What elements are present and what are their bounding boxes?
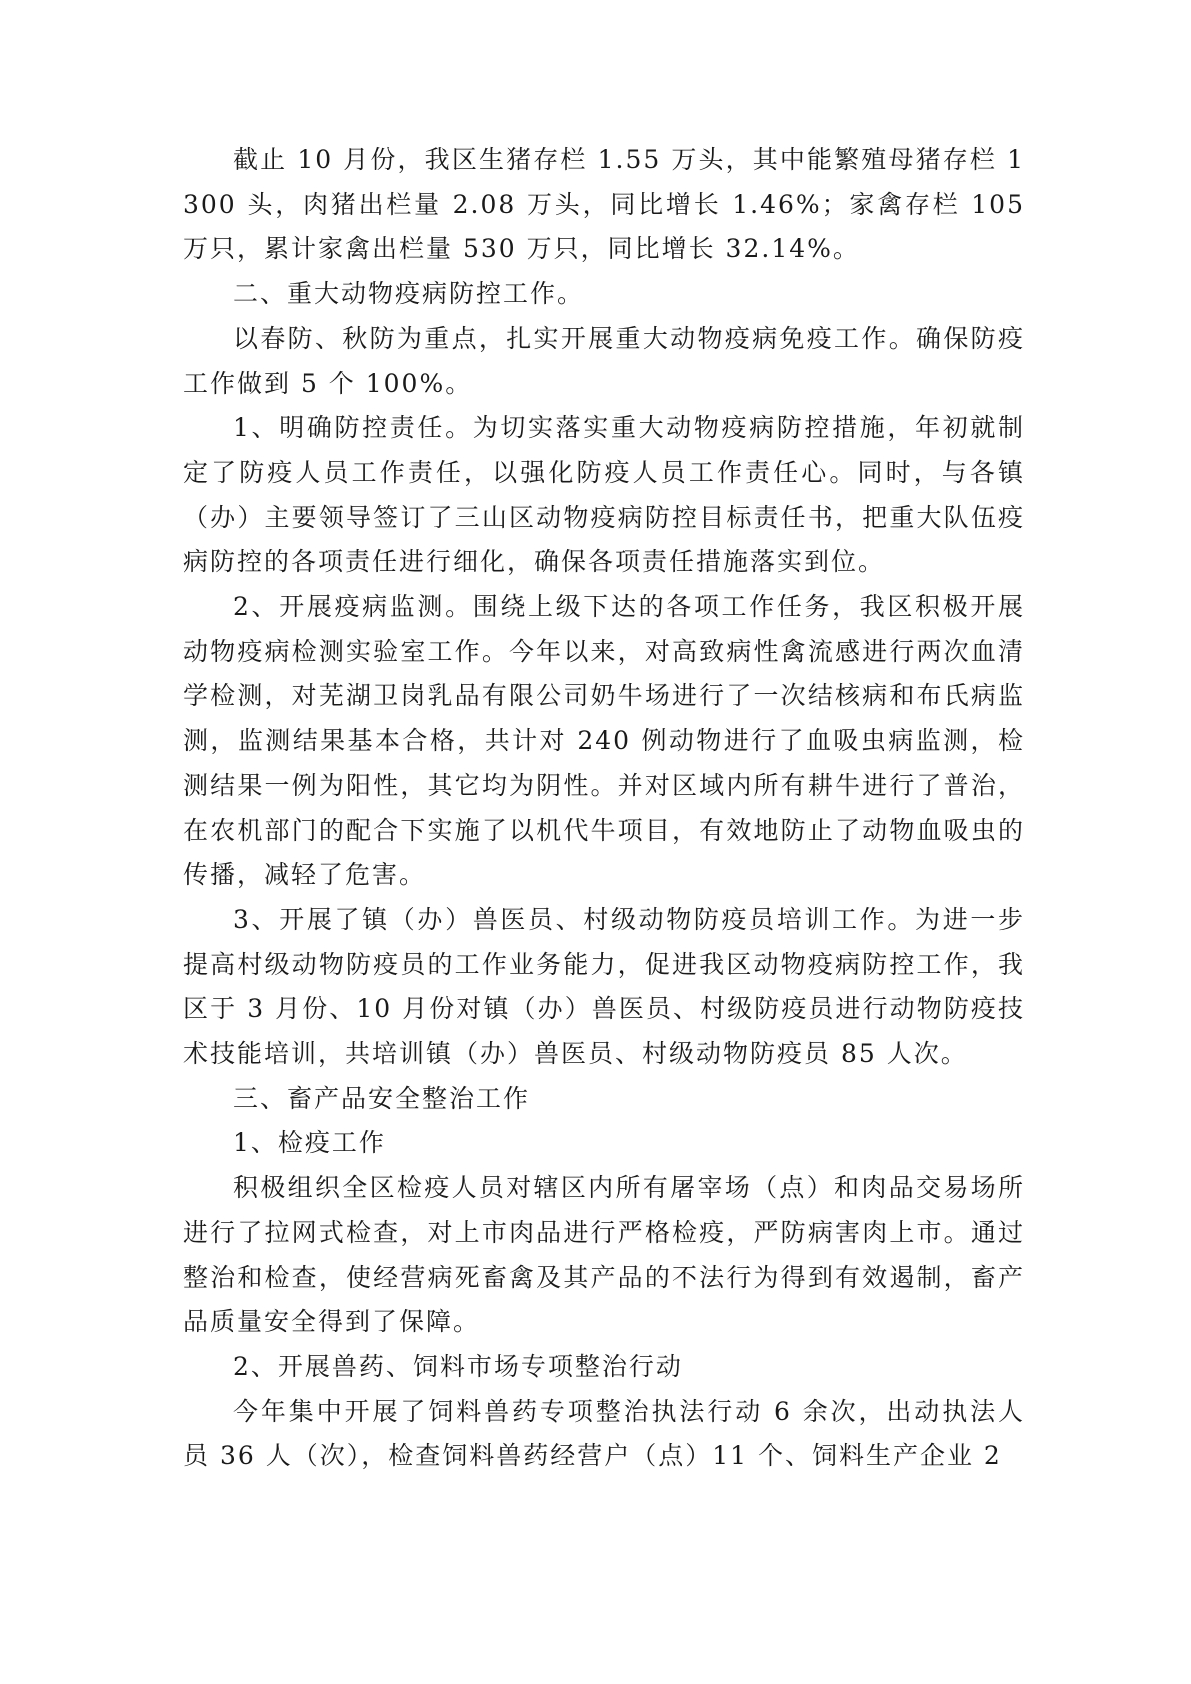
paragraph-training: 3、开展了镇（办）兽医员、村级动物防疫员培训工作。为进一步提高村级动物防疫员的工作业务能力，促进我区动物疫病防控工作，我区于 3 月份、10 月份对镇（办）兽医员、村级防疫员进行动物防疫技术技能培训，共培训镇（办）兽医员、村级动物防疫员 85 人次。 — [183, 904, 1025, 1069]
subheading-quarantine: 1、检疫工作 — [233, 1128, 386, 1158]
paragraph-immunization: 以春防、秋防为重点，扎实开展重大动物疫病免疫工作。确保防疫工作做到 5 个 100%。 — [183, 323, 1025, 398]
paragraph-responsibility: 1、明确防控责任。为切实落实重大动物疫病防控措施，年初就制定了防疫人员工作责任，以强化防疫人员工作责任心。同时，与各镇（办）主要领导签订了三山区动物疫病防控目标责任书，把重大队伍疫病防控的各项责任进行细化，确保各项责任措施落实到位。 — [183, 413, 1025, 577]
paragraph-quarantine: 积极组织全区检疫人员对辖区内所有屠宰场（点）和肉品交易场所进行了拉网式检查，对上市肉品进行严格检疫，严防病害肉上市。通过整治和检查，使经营病死畜禽及其产品的不法行为得到有效遏制，畜产品质量安全得到了保障。 — [183, 1173, 1025, 1337]
paragraph-enforcement: 今年集中开展了饲料兽药专项整治执法行动 6 余次，出动执法人员 36 人（次），检查饲料兽药经营户（点）11 个、饲料生产企业 2 — [183, 1396, 1025, 1471]
paragraph-livestock-stats: 截止 10 月份，我区生猪存栏 1.55 万头，其中能繁殖母猪存栏 1300 头，肉猪出栏量 2.08 万头，同比增长 1.46%；家禽存栏 105 万只，累计家禽出栏量 530 万只，同比增长 32.14%。 — [183, 145, 1025, 264]
subheading-market-rectification: 2、开展兽药、饲料市场专项整治行动 — [233, 1351, 683, 1381]
heading-product-safety: 三、畜产品安全整治工作 — [233, 1083, 531, 1113]
paragraph-monitoring: 2、开展疫病监测。围绕上级下达的各项工作任务，我区积极开展动物疫病检测实验室工作。今年以来，对高致病性禽流感进行两次血清学检测，对芜湖卫岗乳品有限公司奶牛场进行了一次结核病和布氏病监测，监测结果基本合格，共计对 240 例动物进行了血吸虫病监测，检测结果一例为阳性，其它均为阴性。并对区域内所有耕牛进行了普治，在农机部门的配合下实施了以机代牛项目，有效地防止了动物血吸虫的传播，减轻了危害。 — [183, 592, 1025, 890]
document-body — [183, 138, 1025, 1479]
heading-disease-control: 二、重大动物疫病防控工作。 — [233, 279, 585, 309]
